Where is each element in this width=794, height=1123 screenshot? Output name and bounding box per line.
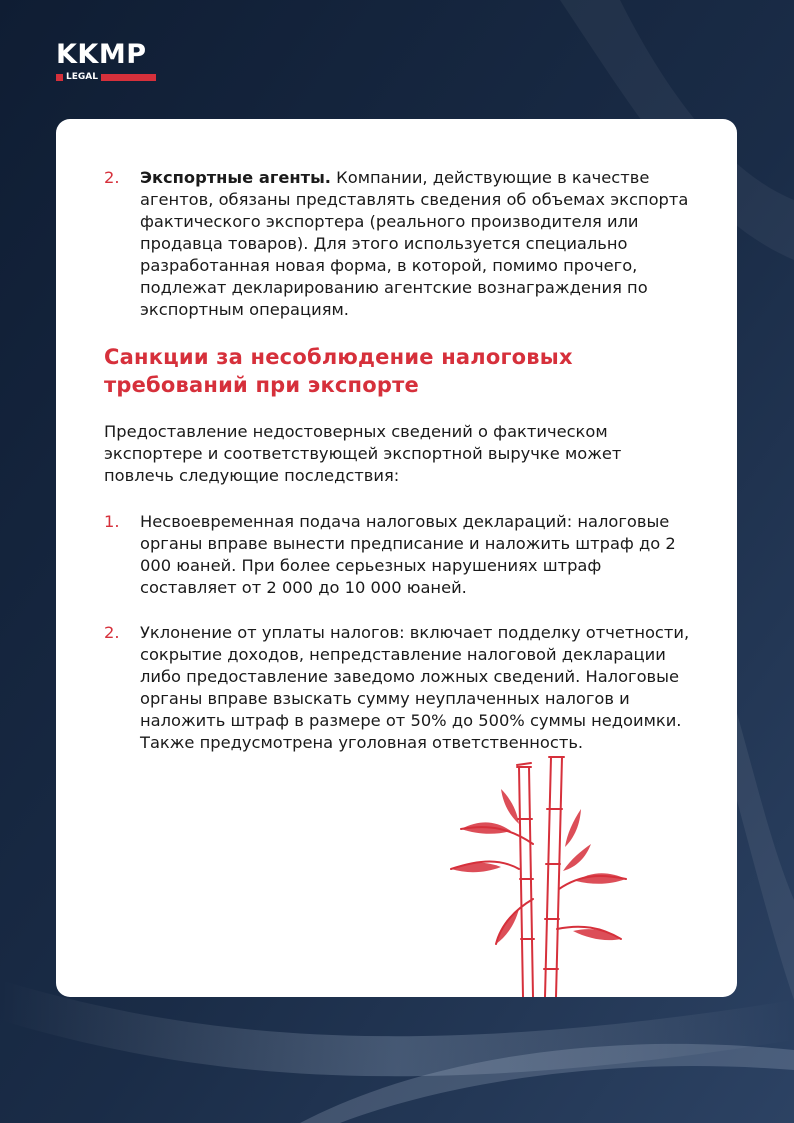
list-item [104, 622, 694, 754]
export-agents-item [104, 167, 694, 321]
logo-subtitle: LEGAL [66, 72, 98, 82]
kkmp-logo [56, 40, 156, 82]
item-number: 2. [104, 168, 120, 187]
intro-paragraph: Предоставление недостоверных сведений о фактическом экспортере и соответствующей экспортной выручке может повлечь следующие последствия: [104, 422, 622, 485]
consequences-list [104, 511, 694, 754]
section-heading: Санкции за несоблюдение налоговых требований при экспорте [104, 345, 573, 397]
card-content [104, 167, 694, 754]
item-bold-lead: Экспортные агенты. [140, 168, 331, 187]
list-item-text: Уклонение от уплаты налогов: включает подделку отчетности, сокрытие доходов, непредставление налоговой декларации либо предоставление заведомо ложных сведений. Налоговые органы вправе взыскать сумму неуплаченных налогов и наложить штраф в размере от 50% до 500% суммы недоимки. Также предусмотрена уголовная ответственность. [140, 623, 690, 752]
logo-wordmark: KKMP [56, 39, 147, 70]
list-item-number: 1. [104, 512, 120, 531]
logo-red-bar [101, 74, 156, 81]
bamboo-illustration [441, 749, 631, 997]
content-card [56, 119, 737, 997]
list-item-number: 2. [104, 623, 120, 642]
logo-red-square [56, 74, 63, 81]
list-item [104, 511, 694, 599]
list-item-text: Несвоевременная подача налоговых деклараций: налоговые органы вправе вынести предписание и наложить штраф до 2 000 юаней. При более серьезных нарушениях штраф составляет от 2 000 до 10 000 юаней. [140, 512, 676, 597]
item-text: Компании, действующие в качестве агентов, обязаны представлять сведения об объемах экспорта фактического экспортера (реального производителя или продавца товаров). Для этого используется специально разработанная новая форма, в которой, помимо прочего, подлежат декларированию агентские вознаграждения по экспортным операциям. [140, 168, 689, 319]
